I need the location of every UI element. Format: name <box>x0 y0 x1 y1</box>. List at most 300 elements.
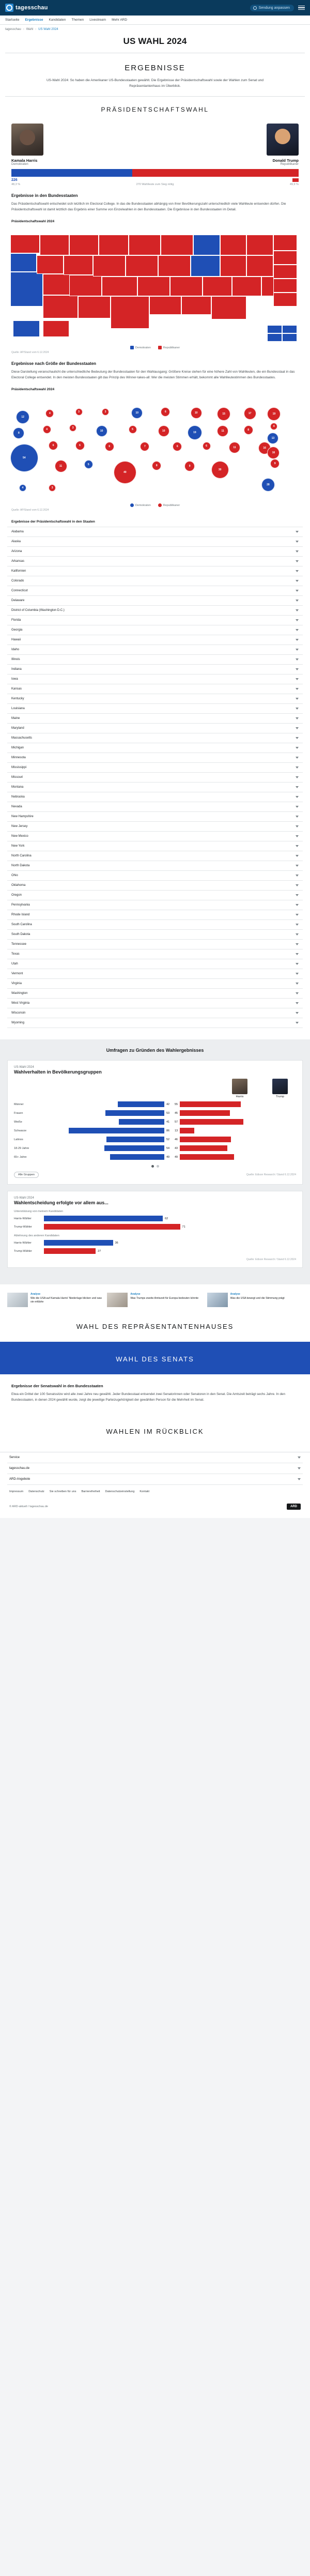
state-wa[interactable] <box>10 235 40 253</box>
bubble-mn[interactable]: 10 <box>131 407 143 419</box>
bubble-tn[interactable]: 11 <box>229 442 240 453</box>
trump-value: 55 <box>174 1102 178 1106</box>
bubble-map-canvas <box>7 395 303 501</box>
breadcrumb-item-0[interactable]: tagesschau <box>5 28 21 31</box>
state-ne[interactable] <box>126 255 158 277</box>
harris-percent: 48,3 % <box>11 183 21 187</box>
state-accordion-item[interactable] <box>7 606 303 616</box>
chevron-down-icon <box>296 639 299 641</box>
states-article-title: Ergebnisse in den Bundesstaaten <box>11 193 78 198</box>
poll-card2-rows1 <box>14 1216 296 1230</box>
bubble-in[interactable]: 11 <box>217 425 228 437</box>
carousel-dots[interactable] <box>14 1160 296 1168</box>
chevron-down-icon <box>296 924 299 926</box>
state-accordion-item[interactable] <box>7 557 303 566</box>
chevron-down-icon <box>296 708 299 710</box>
logo[interactable] <box>5 4 48 12</box>
states-accordion <box>7 527 303 1028</box>
state-il[interactable] <box>191 255 220 277</box>
bubble-or[interactable]: 8 <box>13 427 24 439</box>
footer-item-service-label: Service <box>9 1456 20 1460</box>
poll-theme-value: 62 <box>165 1217 168 1220</box>
state-accordion-label: Colorado <box>11 579 24 583</box>
state-accordion-item[interactable] <box>7 910 303 920</box>
chevron-down-icon <box>296 619 299 621</box>
bubble-id[interactable]: 4 <box>43 425 51 434</box>
poll-card-groups <box>7 1060 303 1185</box>
nav-item-startseite[interactable]: Startseite <box>5 18 20 22</box>
state-accordion-item[interactable] <box>7 714 303 724</box>
chevron-down-icon <box>296 835 299 837</box>
state-mt[interactable] <box>40 235 69 256</box>
chevron-down-icon <box>296 963 299 965</box>
poll-group-label: Weiße <box>14 1120 22 1124</box>
poll-theme-bar <box>44 1216 163 1221</box>
state-accordion-item[interactable] <box>7 694 303 704</box>
senate-info <box>0 1374 310 1414</box>
footer-link[interactable]: Barrierefreiheit <box>81 1490 100 1494</box>
poll-group-row <box>14 1110 296 1116</box>
state-accordion-item[interactable] <box>7 783 303 792</box>
state-mn[interactable] <box>129 235 161 256</box>
legend-rep: Republikaner <box>158 503 180 507</box>
state-tx[interactable] <box>111 296 149 329</box>
footer-link[interactable]: Datenschutzeinstellung <box>105 1490 135 1494</box>
nav-item-livestream[interactable]: Livestream <box>89 18 106 22</box>
bubble-ok[interactable]: 7 <box>140 442 149 451</box>
state-nd[interactable] <box>69 235 99 256</box>
poll-group-label: Männer <box>14 1102 24 1106</box>
poll-group-bars <box>48 1145 296 1151</box>
state-in[interactable] <box>220 255 246 277</box>
state-accordion-label: Oregon <box>11 894 22 897</box>
state-pa[interactable] <box>273 235 297 251</box>
harris-thumb <box>232 1079 247 1094</box>
poll-card2-footer <box>14 1254 296 1261</box>
state-accordion-item[interactable] <box>7 527 303 537</box>
state-accordion-item[interactable] <box>7 989 303 999</box>
footer-link[interactable]: Kontakt <box>140 1490 150 1494</box>
state-accordion-item[interactable] <box>7 900 303 910</box>
legend-dem: Demokraten <box>130 503 151 507</box>
bubble-pa[interactable]: 19 <box>267 407 281 421</box>
state-accordion-item[interactable] <box>7 802 303 812</box>
state-ar[interactable] <box>170 277 203 296</box>
poll-group-rows <box>14 1101 296 1160</box>
state-az[interactable] <box>43 295 79 318</box>
state-accordion-item[interactable] <box>7 979 303 989</box>
state-co[interactable] <box>93 255 126 277</box>
state-ca[interactable] <box>10 272 43 307</box>
chevron-down-icon <box>296 914 299 916</box>
house-heading: WAHL DES REPRÄSENTANTENHAUSES <box>76 1323 234 1331</box>
state-accordion-label: West Virginia <box>11 1002 30 1005</box>
state-accordion-label: Mississippi <box>11 766 27 770</box>
teaser-row <box>0 1284 310 1309</box>
electoral-caption <box>0 182 310 186</box>
chevron-down-icon <box>296 629 299 631</box>
state-nm[interactable] <box>78 296 111 318</box>
state-fl[interactable] <box>211 296 247 319</box>
bubble-ny[interactable]: 28 <box>261 478 275 492</box>
bubble-al[interactable]: 9 <box>184 461 195 471</box>
state-accordion-item[interactable] <box>7 1018 303 1028</box>
teaser-3[interactable] <box>207 1293 303 1307</box>
state-ks[interactable] <box>102 277 137 296</box>
bubble-oh[interactable]: 17 <box>244 407 256 420</box>
chevron-down-icon <box>296 983 299 985</box>
state-accordion-label: South Carolina <box>11 923 32 927</box>
trump-label: Trump <box>276 1095 284 1099</box>
state-accordion-label: Delaware <box>11 599 25 603</box>
chevron-down-icon <box>296 678 299 680</box>
state-accordion-item[interactable] <box>7 822 303 832</box>
poll-group-bars <box>48 1119 296 1125</box>
carousel-dot-2[interactable] <box>157 1165 159 1168</box>
state-accordion-label: Minnesota <box>11 756 26 760</box>
chevron-down-icon <box>296 973 299 975</box>
bubble-nd[interactable]: 3 <box>75 408 83 416</box>
footer-link[interactable]: Impressum <box>9 1490 24 1494</box>
state-accordion-item[interactable] <box>7 792 303 802</box>
chevron-down-icon <box>296 609 299 611</box>
state-or[interactable] <box>10 253 37 272</box>
bubble-mt[interactable]: 4 <box>45 409 54 418</box>
state-accordion-label: Idaho <box>11 648 20 652</box>
bubble-ky[interactable]: 8 <box>244 425 253 435</box>
electoral-numbers <box>0 177 310 182</box>
electoral-bar <box>11 169 299 177</box>
state-accordion-label: Virginia <box>11 982 22 986</box>
teaser-1[interactable] <box>7 1293 103 1307</box>
state-accordion-label: Utah <box>11 962 18 966</box>
bubble-hi[interactable]: 4 <box>19 484 26 492</box>
teaser-3-title: Was die USA bewegt und die Stimmung prägt <box>230 1296 285 1300</box>
state-accordion-label: North Carolina <box>11 854 32 858</box>
state-dc[interactable] <box>267 325 282 333</box>
state-accordion-item[interactable] <box>7 616 303 625</box>
states-accordion-heading: Ergebnisse der Präsidentschaftswahl in den Staaten <box>11 520 95 524</box>
teaser-2-text-wrap <box>130 1293 198 1307</box>
trump-party: Republikaner <box>280 163 299 166</box>
teaser-2[interactable] <box>107 1293 203 1307</box>
bubble-fl[interactable]: 30 <box>211 461 229 479</box>
chevron-down-icon <box>296 796 299 798</box>
teaser-1-text-wrap <box>30 1293 103 1307</box>
state-tn[interactable] <box>232 277 261 296</box>
chevron-down-icon <box>296 600 299 602</box>
poll-theme-label: Harris-Wähler <box>14 1241 32 1245</box>
state-accordion-item[interactable] <box>7 566 303 576</box>
poll-theme-row <box>14 1216 296 1221</box>
footer-item-service[interactable] <box>7 1452 303 1463</box>
nav-item-ergebnisse[interactable]: Ergebnisse <box>25 18 43 22</box>
legend-dem: Demokraten <box>130 346 151 349</box>
harris-value: 42 <box>166 1102 170 1106</box>
carousel-dot-1[interactable] <box>151 1165 154 1168</box>
chevron-down-icon <box>296 649 299 651</box>
state-accordion-label: Alaska <box>11 540 21 544</box>
state-accordion-item[interactable] <box>7 665 303 674</box>
trump-bar <box>180 1119 243 1125</box>
us-map-canvas <box>7 227 303 344</box>
state-al[interactable] <box>181 296 211 315</box>
state-ak[interactable] <box>43 320 69 337</box>
state-accordion-label: Florida <box>11 619 21 622</box>
teaser-2-title: Was Trumps zweite Amtszeit für Europa bedeuten könnte <box>130 1296 199 1300</box>
bubble-wv[interactable]: 4 <box>270 423 277 430</box>
us-map[interactable] <box>0 225 310 349</box>
state-accordion-item[interactable] <box>7 537 303 547</box>
chevron-down-icon <box>296 894 299 896</box>
state-accordion-item[interactable] <box>7 704 303 714</box>
state-accordion-item[interactable] <box>7 841 303 851</box>
poll-filter-button[interactable]: Alle Gruppen <box>14 1172 39 1178</box>
chevron-down-icon <box>296 570 299 572</box>
state-accordion-item[interactable] <box>7 940 303 949</box>
breadcrumb-item-1[interactable]: Wahl <box>26 28 34 31</box>
state-accordion-item[interactable] <box>7 773 303 783</box>
state-ok[interactable] <box>137 277 170 296</box>
state-sd[interactable] <box>99 235 128 256</box>
bubble-wy[interactable]: 3 <box>69 424 76 432</box>
ard-logo: ARD <box>287 1504 301 1510</box>
state-accordion-item[interactable] <box>7 586 303 596</box>
state-accordion-item[interactable] <box>7 645 303 655</box>
footer-link[interactable]: Sie schreiben für uns <box>49 1490 76 1494</box>
state-accordion-item[interactable] <box>7 851 303 861</box>
state-va[interactable] <box>273 265 297 279</box>
bubble-wa[interactable]: 12 <box>16 410 29 424</box>
teaser-1-title: Wie die USA auf Kamala Harris' Niederlage blicken und was sie erklärte <box>30 1296 102 1304</box>
bubble-nm[interactable]: 5 <box>84 460 93 469</box>
state-nv[interactable] <box>43 274 72 295</box>
poll-theme-value: 36 <box>115 1241 118 1245</box>
state-accordion-label: Hawaii <box>11 638 21 642</box>
chevron-down-icon <box>296 580 299 582</box>
bubble-wi[interactable]: 10 <box>191 407 202 419</box>
states-article <box>0 186 310 212</box>
state-accordion-label: New Mexico <box>11 835 28 838</box>
state-ct[interactable] <box>267 333 282 342</box>
map-source: Quelle: AP/Stand vom 6.12.2024 <box>11 351 49 355</box>
state-accordion-label: Maine <box>11 717 20 720</box>
bubble-article-text: Diese Darstellung veranschaulicht die unterschiedliche Bedeutung der Bundesstaaten für den Wahlausgang: Größere Kreise stehen für eine höhere Zahl von Wahlleuten, die ein Bundesstaat in das Electoral College entsendet. In den meisten Bundesstaaten gilt das Prinzip des Winner-takes-all: Wer die meisten Stimmen erhält, bekommt alle Wahlleutestimmen des Bundesstaates. <box>11 370 295 380</box>
poll-group-label: Schwarze <box>14 1129 27 1132</box>
bubble-map[interactable] <box>0 393 310 507</box>
bubble-ne[interactable]: 5 <box>129 425 137 434</box>
bubble-ak[interactable]: 3 <box>49 484 56 492</box>
bubble-ar[interactable]: 6 <box>173 442 182 451</box>
state-oh[interactable] <box>246 235 273 256</box>
harris-value: 52 <box>166 1138 170 1141</box>
state-accordion-item[interactable] <box>7 871 303 881</box>
chevron-down-icon <box>298 1467 301 1469</box>
harris-bar <box>105 1110 164 1116</box>
state-accordion-item[interactable] <box>7 861 303 871</box>
state-ia[interactable] <box>161 235 193 256</box>
poll-card2-rows2 <box>14 1240 296 1254</box>
state-accordion-label: Washington <box>11 992 28 995</box>
state-accordion-item[interactable] <box>7 684 303 694</box>
bubble-la[interactable]: 8 <box>152 461 161 470</box>
bubble-ks[interactable]: 6 <box>105 442 114 451</box>
chevron-down-icon <box>296 766 299 769</box>
bubble-tx[interactable]: 40 <box>114 461 136 484</box>
bubble-ut[interactable]: 6 <box>75 441 85 450</box>
teaser-3-kicker: Analyse <box>230 1293 240 1296</box>
state-accordion-item[interactable] <box>7 832 303 841</box>
bubble-ia[interactable]: 6 <box>161 407 170 417</box>
poll-group-label: 65+ Jahre <box>14 1155 27 1159</box>
state-accordion-item[interactable] <box>7 733 303 743</box>
bubble-ms[interactable]: 6 <box>203 442 211 450</box>
footer-item-tagesschau[interactable] <box>7 1463 303 1474</box>
poll-group-row <box>14 1145 296 1151</box>
top-bar-right <box>250 5 305 11</box>
senate-info-text: Etwa ein Drittel der 100 Senatssitze wird alle zwei Jahre neu gewählt. Jeder Bundesstaat entsendet zwei Senatorinnen oder Senatoren in den Senat. Die Amtszeit beträgt sechs Jahre. In den Bundesstaaten, in denen 2024 gewählt wurde, zeigt die jeweilige Parteizugehörigkeit der gewählten Person für die Mehrheit im Senat. <box>11 1392 285 1402</box>
chevron-down-icon <box>296 776 299 778</box>
map-label: Präsidentschaftswahl 2024 <box>11 220 55 224</box>
menu-icon[interactable] <box>298 6 305 10</box>
results-heading: ERGEBNISSE <box>125 64 185 72</box>
state-accordion-item[interactable] <box>7 763 303 773</box>
bubble-ca[interactable]: 54 <box>10 444 38 472</box>
state-mo[interactable] <box>158 255 191 277</box>
state-accordion-item[interactable] <box>7 949 303 959</box>
state-ri[interactable] <box>282 325 297 333</box>
poll-theme-row <box>14 1240 296 1246</box>
footer-links <box>0 1485 310 1498</box>
bubble-il[interactable]: 19 <box>188 425 202 440</box>
harris-bar <box>69 1128 164 1133</box>
state-nc[interactable] <box>273 279 297 293</box>
chevron-down-icon <box>296 943 299 945</box>
poll-group-row <box>14 1137 296 1142</box>
poll-group-bars <box>48 1101 296 1107</box>
chevron-down-icon <box>296 550 299 553</box>
chevron-down-icon <box>296 845 299 847</box>
chevron-down-icon <box>296 698 299 700</box>
footer-item-tagesschau-label: tagesschau.de <box>9 1467 30 1470</box>
state-accordion-item[interactable] <box>7 576 303 586</box>
state-accordion-item[interactable] <box>7 920 303 930</box>
state-accordion-label: Wyoming <box>11 1021 24 1025</box>
bubble-sd[interactable]: 3 <box>102 408 109 416</box>
harris-value: 54 <box>166 1146 170 1150</box>
poll-group-label: Frauen <box>14 1111 23 1115</box>
chevron-down-icon <box>296 727 299 729</box>
state-accordion-item[interactable] <box>7 959 303 969</box>
search-input[interactable] <box>250 5 294 11</box>
nav-item-mehr-ard[interactable]: Mehr ARD <box>112 18 128 22</box>
electoral-bar-wrap <box>0 166 310 177</box>
trump-thumb <box>272 1079 288 1094</box>
top-bar <box>0 0 310 16</box>
chevron-down-icon <box>296 825 299 827</box>
state-ma[interactable] <box>282 333 297 342</box>
nav-item-themen[interactable]: Themen <box>71 18 84 22</box>
state-ut[interactable] <box>69 275 102 296</box>
state-accordion-item[interactable] <box>7 969 303 979</box>
state-accordion-item[interactable] <box>7 1008 303 1018</box>
state-accordion-item[interactable] <box>7 655 303 665</box>
results-banner <box>0 53 310 96</box>
bubble-az[interactable]: 11 <box>55 460 67 472</box>
chevron-down-icon <box>296 806 299 808</box>
bubble-nv[interactable]: 6 <box>49 441 58 450</box>
state-wi[interactable] <box>193 235 220 256</box>
footer-item-ard[interactable] <box>7 1474 303 1485</box>
state-la[interactable] <box>149 296 182 315</box>
state-ky[interactable] <box>246 255 273 277</box>
poll-theme-bar <box>44 1248 96 1254</box>
state-ms[interactable] <box>203 277 232 296</box>
poll-card-motivation <box>7 1191 303 1268</box>
state-accordion-item[interactable] <box>7 625 303 635</box>
poll-group-bars <box>48 1137 296 1142</box>
bubble-co[interactable]: 10 <box>96 425 107 437</box>
state-accordion-item[interactable] <box>7 930 303 940</box>
chevron-down-icon <box>296 953 299 955</box>
state-wv[interactable] <box>273 251 297 265</box>
bubble-mo[interactable]: 10 <box>158 425 169 437</box>
state-accordion-item[interactable] <box>7 674 303 684</box>
poll-group-label: 18-29 Jahre <box>14 1146 29 1150</box>
state-mi[interactable] <box>220 235 246 256</box>
state-accordion-item[interactable] <box>7 743 303 753</box>
chevron-down-icon <box>296 875 299 877</box>
nav-item-kandidaten[interactable]: Kandidaten <box>49 18 66 22</box>
bubble-sc[interactable]: 9 <box>270 459 280 468</box>
footer-link[interactable]: Datenschutz <box>28 1490 44 1494</box>
state-accordion-item[interactable] <box>7 635 303 645</box>
state-accordion-item[interactable] <box>7 596 303 606</box>
trump-value: 13 <box>174 1129 178 1132</box>
bubble-legend <box>7 501 303 507</box>
state-accordion-item[interactable] <box>7 753 303 763</box>
states-article-text: Das Präsidentschaftswahl entscheidet sich letztlich im Electoral College. In das die Bundesstaaten abhängig von ihrer Bevölkerungszahl unterschiedlich viele Wahlleute entsenden dürfen. Die Präsidentschaftswahl ist damit letztlich das Ergebnis einer Summe von Einzelwahlen in den Bundesstaaten. Die Ergebnisse in den Bundesstaaten im Detail. <box>11 202 286 212</box>
chevron-down-icon <box>296 531 299 533</box>
state-accordion-item[interactable] <box>7 999 303 1008</box>
state-accordion-item[interactable] <box>7 812 303 822</box>
state-hi[interactable] <box>13 320 39 337</box>
chevron-down-icon <box>296 560 299 562</box>
bubble-va[interactable]: 13 <box>267 433 278 444</box>
state-accordion-label: New Jersey <box>11 825 28 829</box>
bubble-nc[interactable]: 16 <box>267 447 280 459</box>
state-accordion-label: Louisiana <box>11 707 25 711</box>
footer-item-ard-label: ARD-Angebote <box>9 1478 30 1481</box>
poll-theme-label: Harris-Wähler <box>14 1217 32 1220</box>
state-wy[interactable] <box>64 255 93 275</box>
state-accordion-label: Arkansas <box>11 560 25 563</box>
state-accordion-item[interactable] <box>7 881 303 891</box>
chevron-down-icon <box>296 992 299 994</box>
bubble-ga[interactable]: 16 <box>258 442 271 454</box>
state-accordion-label: South Dakota <box>11 933 30 937</box>
bubble-mi[interactable]: 15 <box>217 407 230 421</box>
state-accordion-label: Missouri <box>11 776 23 779</box>
state-sc[interactable] <box>273 293 297 306</box>
state-accordion-item[interactable] <box>7 724 303 733</box>
state-accordion-item[interactable] <box>7 891 303 900</box>
bubble-label: Präsidentschaftswahl 2024 <box>11 388 55 392</box>
state-accordion-label: Ohio <box>11 874 18 878</box>
state-id[interactable] <box>37 255 63 274</box>
state-accordion-item[interactable] <box>7 547 303 557</box>
poll-group-bars <box>48 1154 296 1160</box>
